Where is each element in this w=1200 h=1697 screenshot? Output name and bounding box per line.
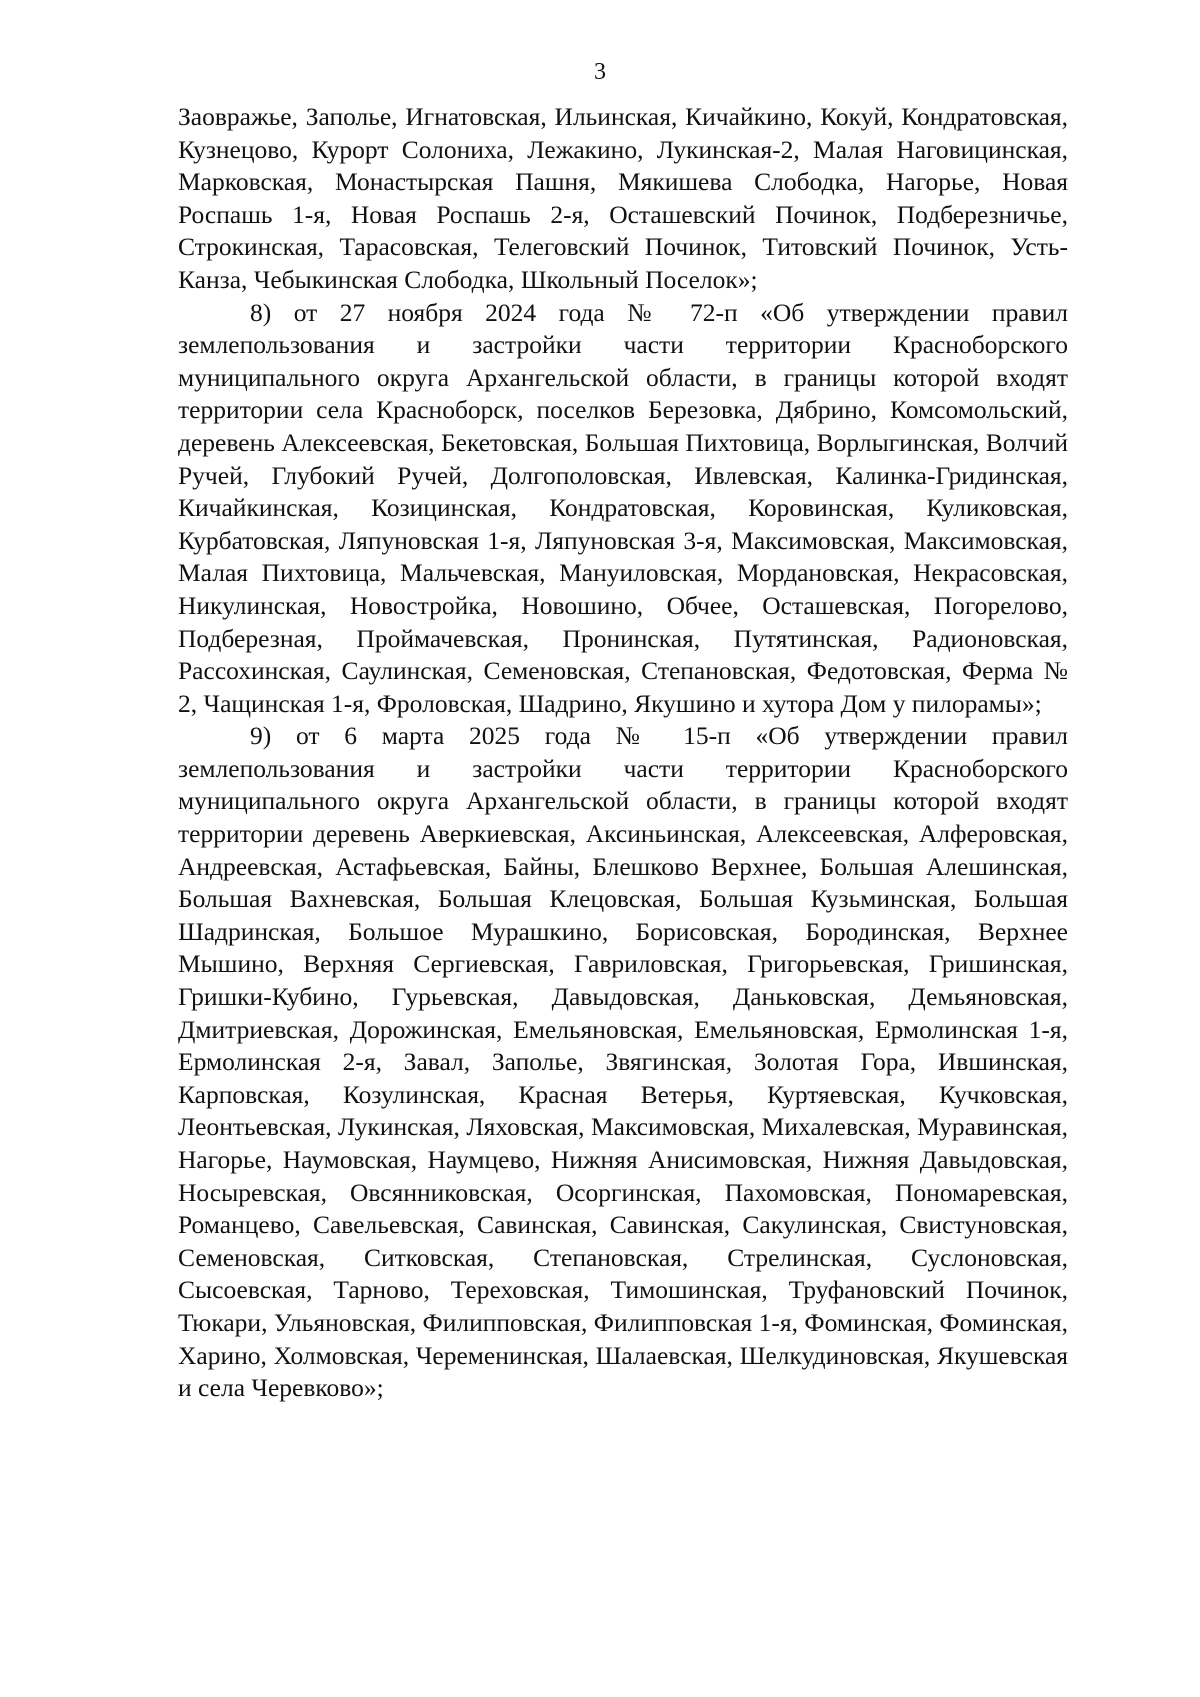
paragraph-continuation: Заовражье, Заполье, Игнатовская, Ильинская, Кичайкино, Кокуй, Кондратовская, Кузнецово, Курорт Солониха, Лежакино, Лукинская-2, Малая Наговицинская, Марковская, Монастырская Пашня, Мякишева Слободка, Нагорье, Новая Роспашь 1-я, Новая Роспашь 2-я, Осташевский Починок, Подберезничье, Строкинская, Тарасовская, Телеговский Починок, Титовский Починок, Усть-Канза, Чебыкинская Слободка, Школьный Поселок»; — [178, 102, 1068, 294]
document-body — [178, 101, 1068, 1405]
page-number: 3 — [594, 59, 606, 85]
paragraph-item-9: 9) от 6 марта 2025 года № 15-п «Об утверждении правил землепользования и застройки части территории Красноборского муниципального округа Архангельской области, в границы которой входят территории деревень Аверкиевская, Аксиньинская, Алексеевская, Алферовская, Андреевская, Астафьевская, Байны, Блешково Верхнее, Большая Алешинская, Большая Вахневская, Большая Клецовская, Большая Кузьминская, Большая Шадринская, Большое Мурашкино, Борисовская, Бородинская, Верхнее Мышино, Верхняя Сергиевская, Гавриловская, Григорьевская, Гришинская, Гришки-Кубино, Гурьевская, Давыдовская, Даньковская, Демьяновская, Дмитриевская, Дорожинская, Емельяновская, Емельяновская, Ермолинская 1-я, Ермолинская 2-я, Завал, Заполье, Звягинская, Золотая Гора, Ившинская, Карповская, Козулинская, Красная Ветерья, Куртяевская, Кучковская, Леонтьевская, Лукинская, Ляховская, Максимовская, Михалевская, Муравинская, Нагорье, Наумовская, Наумцево, Нижняя Анисимовская, Нижняя Давыдовская, Носыревская, Овсянниковская, Осоргинская, Пахомовская, Пономаревская, Романцево, Савельевская, Савинская, Савинская, Сакулинская, Свистуновская, Семеновская, Ситковская, Степановская, Стрелинская, Суслоновская, Сысоевская, Тарново, Тереховская, Тимошинская, Труфановский Починок, Тюкари, Ульяновская, Филипповская, Филипповская 1-я, Фоминская, Фоминская, Харино, Холмовская, Череменинская, Шалаевская, Шелкудиновская, Якушевская и села Черевково»; — [178, 721, 1068, 1403]
paragraph-item-8: 8) от 27 ноября 2024 года № 72-п «Об утверждении правил землепользования и застройки части территории Красноборского муниципального округа Архангельской области, в границы которой входят территории села Красноборск, поселков Березовка, Дябрино, Комсомольский, деревень Алексеевская, Бекетовская, Большая Пихтовица, Ворлыгинская, Волчий Ручей, Глубокий Ручей, Долгополовская, Ивлевская, Калинка-Гридинская, Кичайкинская, Козицинская, Кондратовская, Коровинская, Куликовская, Курбатовская, Ляпуновская 1-я, Ляпуновская 3-я, Максимовская, Максимовская, Малая Пихтовица, Мальчевская, Мануиловская, Мордановская, Некрасовская, Никулинская, Новостройка, Новошино, Обчее, Осташевская, Погорелово, Подберезная, Проймачевская, Пронинская, Путятинская, Радионовская, Рассохинская, Саулинская, Семеновская, Степановская, Федотовская, Ферма № 2, Чащинская 1-я, Фроловская, Шадрино, Якушино и хутора Дом у пилорамы»; — [178, 297, 1068, 718]
